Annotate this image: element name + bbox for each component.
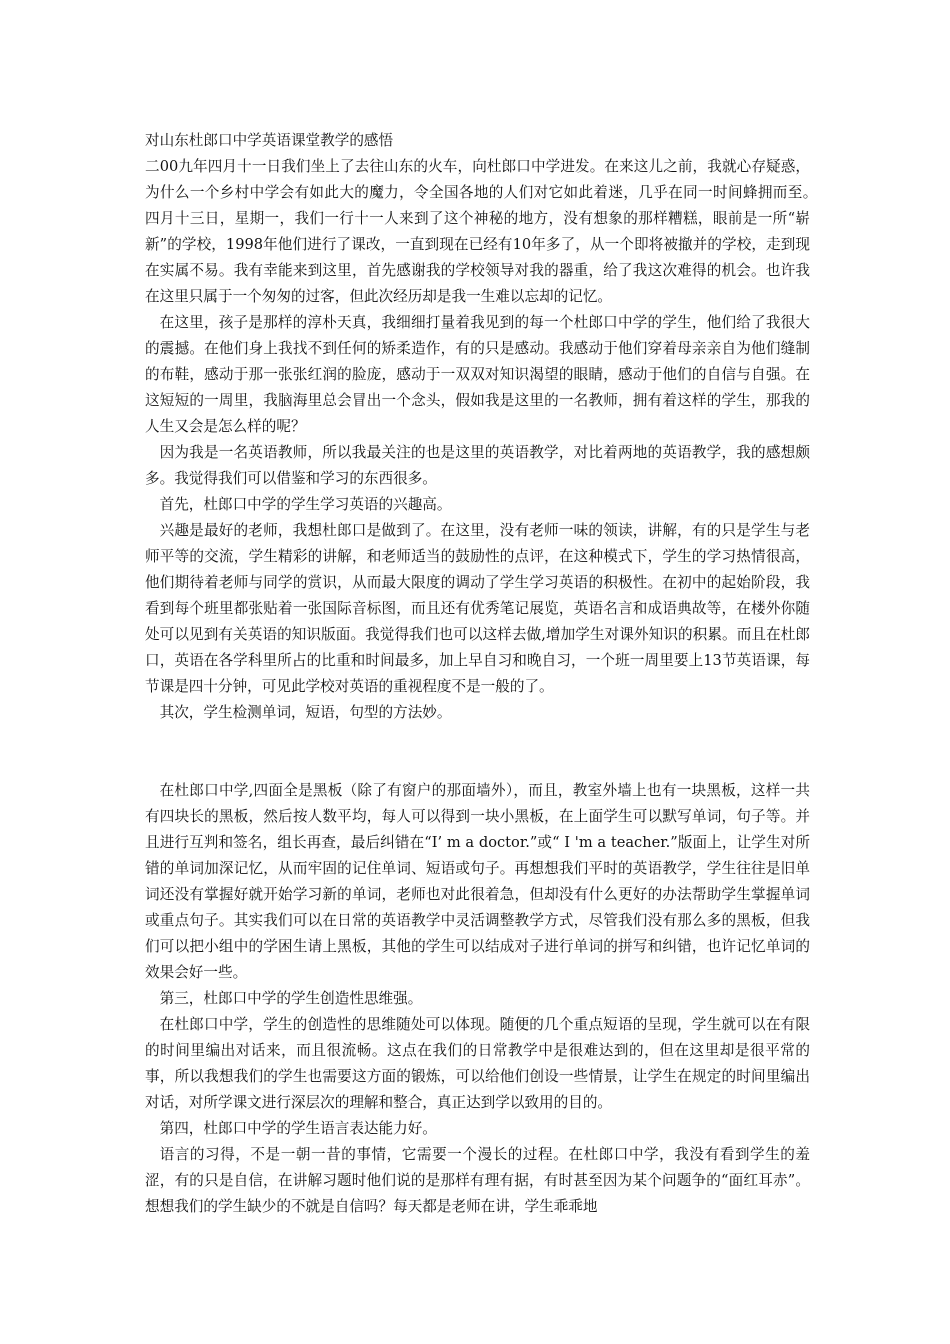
paragraph-1: 二00九年四月十一日我们坐上了去往山东的火车，向杜郎口中学进发。在来这儿之前，我就心存疑惑，为什么一个乡村中学会有如此大的魔力，令全国各地的人们对它如此着迷，几乎在同一时间蜂拥而至。 四月十三日，星期一，我们一行十一人来到了这个神秘的地方，没有想象的那样糟糕，眼前是一所“崭新”的学校，1998年他们进行了课改，一直到现在已经有10年多了，从一个即将被撤并的学校，走到现在实属不易。我有幸能来到这里，首先感谢我的学校领导对我的器重，给了我这次难得的机会。也许我在这里只属于一个匆匆的过客，但此次经历却是我一生难以忘却的记忆。 xyxy=(145,158,825,305)
blank-line-2 xyxy=(145,752,810,778)
paragraph-2: 在这里，孩子是那样的淳朴天真，我细细打量着我见到的每一个杜郎口中学的学生，他们给了我很大的震撼。在他们身上我找不到任何的矫柔造作，有的只是感动。我感动于他们穿着母亲亲自为他们缝制的布鞋，感动于那一张张红润的脸庞，感动于一双双对知识渴望的眼睛，感动于他们的自信与自强。在这短短的一周里，我脑海里总会冒出一个念头，假如我是这里的一名教师，拥有着这样的学生，那我的人生又会是怎么样的呢？ xyxy=(145,314,810,435)
paragraph-4: 兴趣是最好的老师，我想杜郎口是做到了。在这里，没有老师一味的领读，讲解，有的只是学生与老师平等的交流，学生精彩的讲解，和老师适当的鼓励性的点评，在这种模式下，学生的学习热情很高，他们期待着老师与同学的赏识，从而最大限度的调动了学生学习英语的积极性。在初中的起始阶段，我看到每个班里都张贴着一张国际音标图，而且还有优秀笔记展览，英语名言和成语典故等，在楼外你随处可以见到有关英语的知识版面。我觉得我们也可以这样去做,增加学生对课外知识的积累。而且在杜郎口，英语在各学科里所占的比重和时间最多，加上早自习和晚自习，一个班一周里要上13节英语课，每节课是四十分钟，可见此学校对英语的重视程度不是一般的了。 xyxy=(145,522,810,695)
section-heading-3: 第三，杜郎口中学的学生创造性思维强。 xyxy=(159,990,423,1007)
paragraph-7: 语言的习得，不是一朝一昔的事情，它需要一个漫长的过程。在杜郎口中学，我没有看到学生的羞涩，有的只是自信，在讲解习题时他们说的是那样有理有据，有时甚至因为某个问题争的“面红耳赤”。想想我们的学生缺少的不就是自信吗？每天都是老师在讲，学生乖乖地 xyxy=(145,1146,810,1215)
document-title: 对山东杜郎口中学英语课堂教学的感悟 xyxy=(145,132,394,149)
paragraph-6: 在杜郎口中学，学生的创造性的思维随处可以体现。随便的几个重点短语的呈现，学生就可以在有限的时间里编出对话来，而且很流畅。这点在我们的日常教学中是很难达到的，但在这里却是很平常的事，所以我想我们的学生也需要这方面的锻炼，可以给他们创设一些情景，让学生在规定的时间里编出对话，对所学课文进行深层次的理解和整合，真正达到学以致用的目的。 xyxy=(145,1016,810,1111)
section-heading-2: 其次，学生检测单词，短语，句型的方法妙。 xyxy=(159,704,452,721)
paragraph-5: 在杜郎口中学,四面全是黑板（除了有窗户的那面墙外），而且，教室外墙上也有一块黑板，这样一共有四块长的黑板，然后按人数平均，每人可以得到一块小黑板，在上面学生可以默写单词，句子等。并且进行互判和签名，组长再查，最后纠错在“I’ m a doctor.”或“ I 'm a teacher.”版面上，让学生对所错的单词加深记忆，从而牢固的记住单词、短语或句子。再想想我们平时的英语教学，学生往往是旧单词还没有掌握好就开始学习新的单词，老师也对此很着急，但却没有什么更好的办法帮助学生掌握单词或重点句子。其实我们可以在日常的英语教学中灵活调整教学方式，尽管我们没有那么多的黑板，但我们可以把小组中的学困生请上黑板，其他的学生可以结成对子进行单词的拼写和纠错，也许记忆单词的效果会好一些。 xyxy=(145,782,810,981)
paragraph-3: 因为我是一名英语教师，所以我最关注的也是这里的英语教学，对比着两地的英语教学，我的感想颇多。我觉得我们可以借鉴和学习的东西很多。 xyxy=(145,444,810,487)
section-heading-4: 第四，杜郎口中学的学生语言表达能力好。 xyxy=(159,1120,437,1137)
section-heading-1: 首先，杜郎口中学的学生学习英语的兴趣高。 xyxy=(159,496,452,513)
document-body xyxy=(145,128,825,1220)
blank-line xyxy=(145,726,810,752)
